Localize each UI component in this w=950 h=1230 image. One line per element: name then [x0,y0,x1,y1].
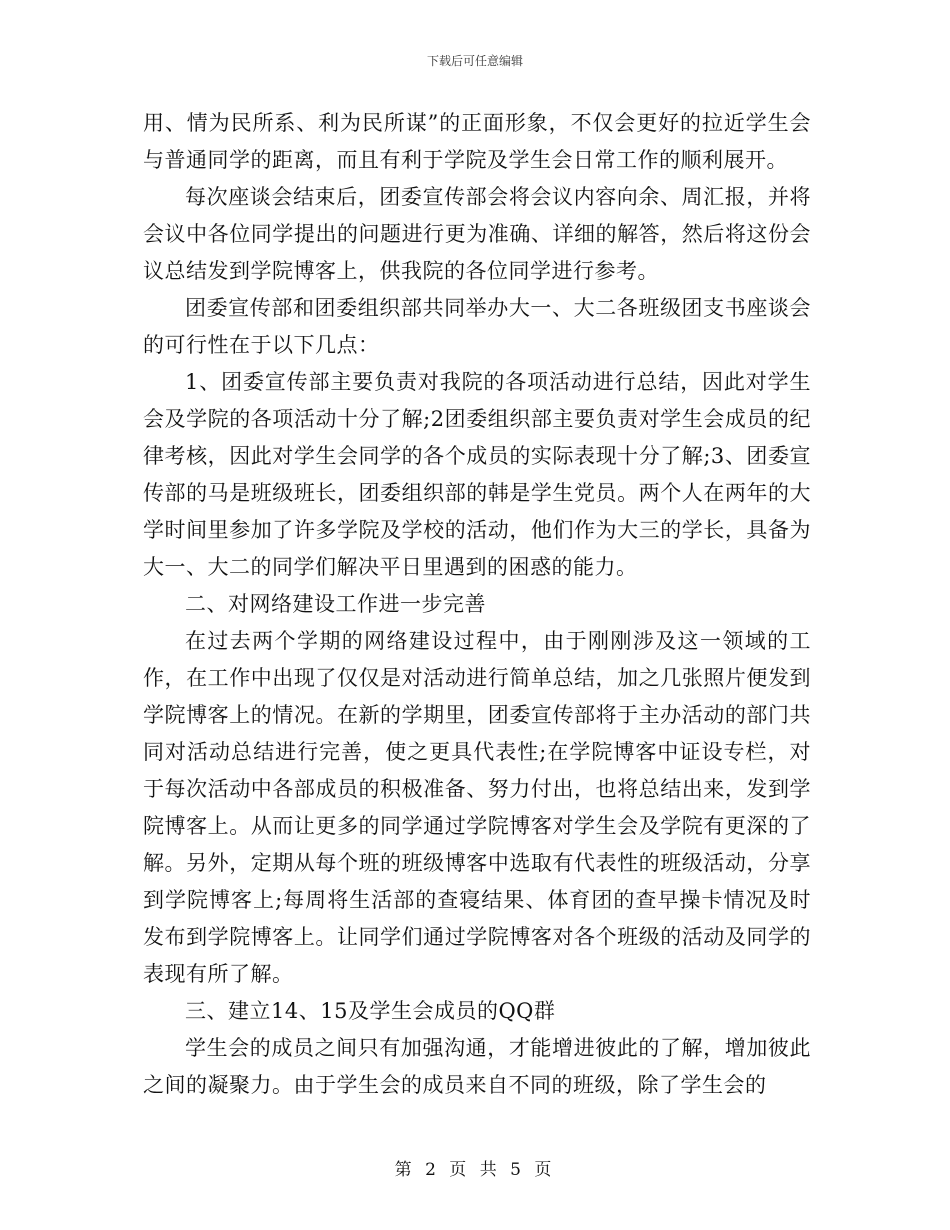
section-heading-network: 二、对网络建设工作进一步完善 [185,592,486,616]
page-number: 第 2 页 共 5 页 [394,1160,556,1180]
paragraph-6: 在过去两个学期的网络建设过程中，由于刚刚涉及这一领域的工作，在工作中出现了仅仅是对活动进行简单总结，加之几张照片便发到学院博客上的情况。在新的学期里，团委宣传部将于主办活动的部门共同对活动总结进行完善，使之更具代表性;在学院博客中证设专栏，对于每次活动中各部成员的积极准备、努力付出，也将总结出来，发到学院博客上。从而让更多的同学通过学院博客对学生会及学院有更深的了解。另外，定期从每个班的班级博客中选取有代表性的班级活动，分享到学院博客上;每周将生活部的查寝结果、体育团的查早操卡情况及时发布到学院博客上。让同学们通过学院博客对各个班级的活动及同学的表现有所了解。 [143,629,811,986]
paragraph-4: 1、团委宣传部主要负责对我院的各项活动进行总结，因此对学生会及学院的各项活动十分了解;2团委组织部主要负责对学生会成员的纪律考核，因此对学生会同学的各个成员的实际表现十分了解;3、团委宣传部的马是班级班长，团委组织部的韩是学生党员。两个人在两年的大学时间里参加了许多学院及学校的活动，他们作为大三的学长，具备为大一、大二的同学们解决平日里遇到的困惑的能力。 [143,370,811,579]
page-header-note: 下载后可任意编辑 [426,54,523,68]
paragraph-8: 学生会的成员之间只有加强沟通，才能增进彼此的了解，增加彼此之间的凝聚力。由于学生会的成员来自不同的班级，除了学生会的 [143,1036,811,1097]
paragraph-2: 每次座谈会结束后，团委宣传部会将会议内容向余、周汇报，并将会议中各位同学提出的问题进行更为准确、详细的解答，然后将这份会议总结发到学院博客上，供我院的各位同学进行参考。 [143,185,811,283]
paragraph-1: 用、情为民所系、利为民所谋”的正面形象，不仅会更好的拉近学生会与普通同学的距离，而且有利于学院及学生会日常工作的顺利展开。 [143,111,811,172]
document-body [143,105,811,1104]
section-heading-qq-group: 三、建立14、15及学生会成员的QQ群 [185,999,556,1023]
paragraph-3: 团委宣传部和团委组织部共同举办大一、大二各班级团支书座谈会的可行性在于以下几点： [143,296,811,357]
